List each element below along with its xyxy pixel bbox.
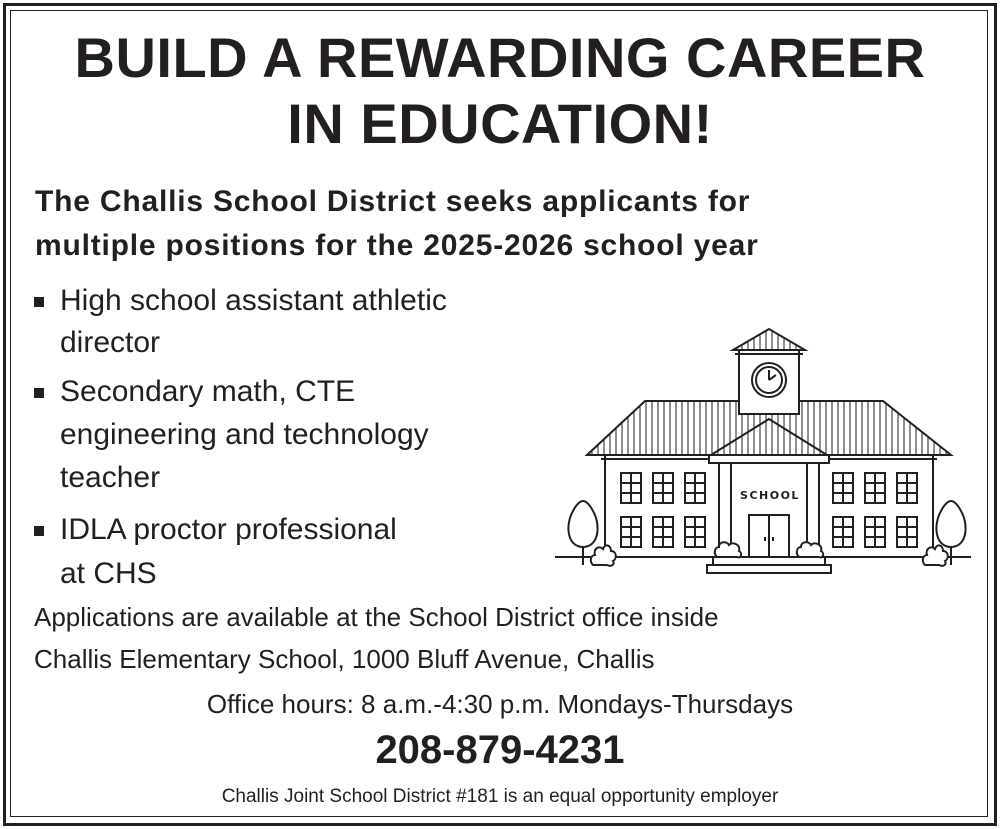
position-line: teacher (60, 461, 161, 494)
position-line: IDLA proctor professional (60, 513, 397, 546)
square-bullet-icon (34, 297, 44, 307)
position-line: Secondary math, CTE (60, 375, 356, 408)
subhead-line-2: multiple positions for the 2025-2026 school year (35, 229, 759, 262)
school-sign: SCHOOL (740, 489, 800, 502)
position-line: director (60, 326, 161, 359)
phone-number: 208-879-4231 (375, 728, 625, 772)
applications-line-1: Applications are available at the School District office inside (34, 602, 719, 632)
office-hours: Office hours: 8 a.m.-4:30 p.m. Mondays-Thursdays (206, 689, 794, 719)
square-bullet-icon (34, 388, 44, 398)
position-line: engineering and technology (60, 418, 429, 451)
headline-line-1: BUILD A REWARDING CAREER (74, 26, 926, 89)
square-bullet-icon (34, 526, 44, 536)
applications-line-2: Challis Elementary School, 1000 Bluff Avenue, Challis (34, 644, 655, 674)
school-building-icon (553, 325, 973, 585)
headline-line-2: IN EDUCATION! (287, 92, 713, 155)
subhead-line-1: The Challis School District seeks applicants for (35, 185, 751, 218)
equal-opportunity-footer: Challis Joint School District #181 is an equal opportunity employer (221, 786, 779, 807)
position-line: at CHS (60, 557, 157, 590)
position-line: High school assistant athletic (60, 284, 447, 317)
